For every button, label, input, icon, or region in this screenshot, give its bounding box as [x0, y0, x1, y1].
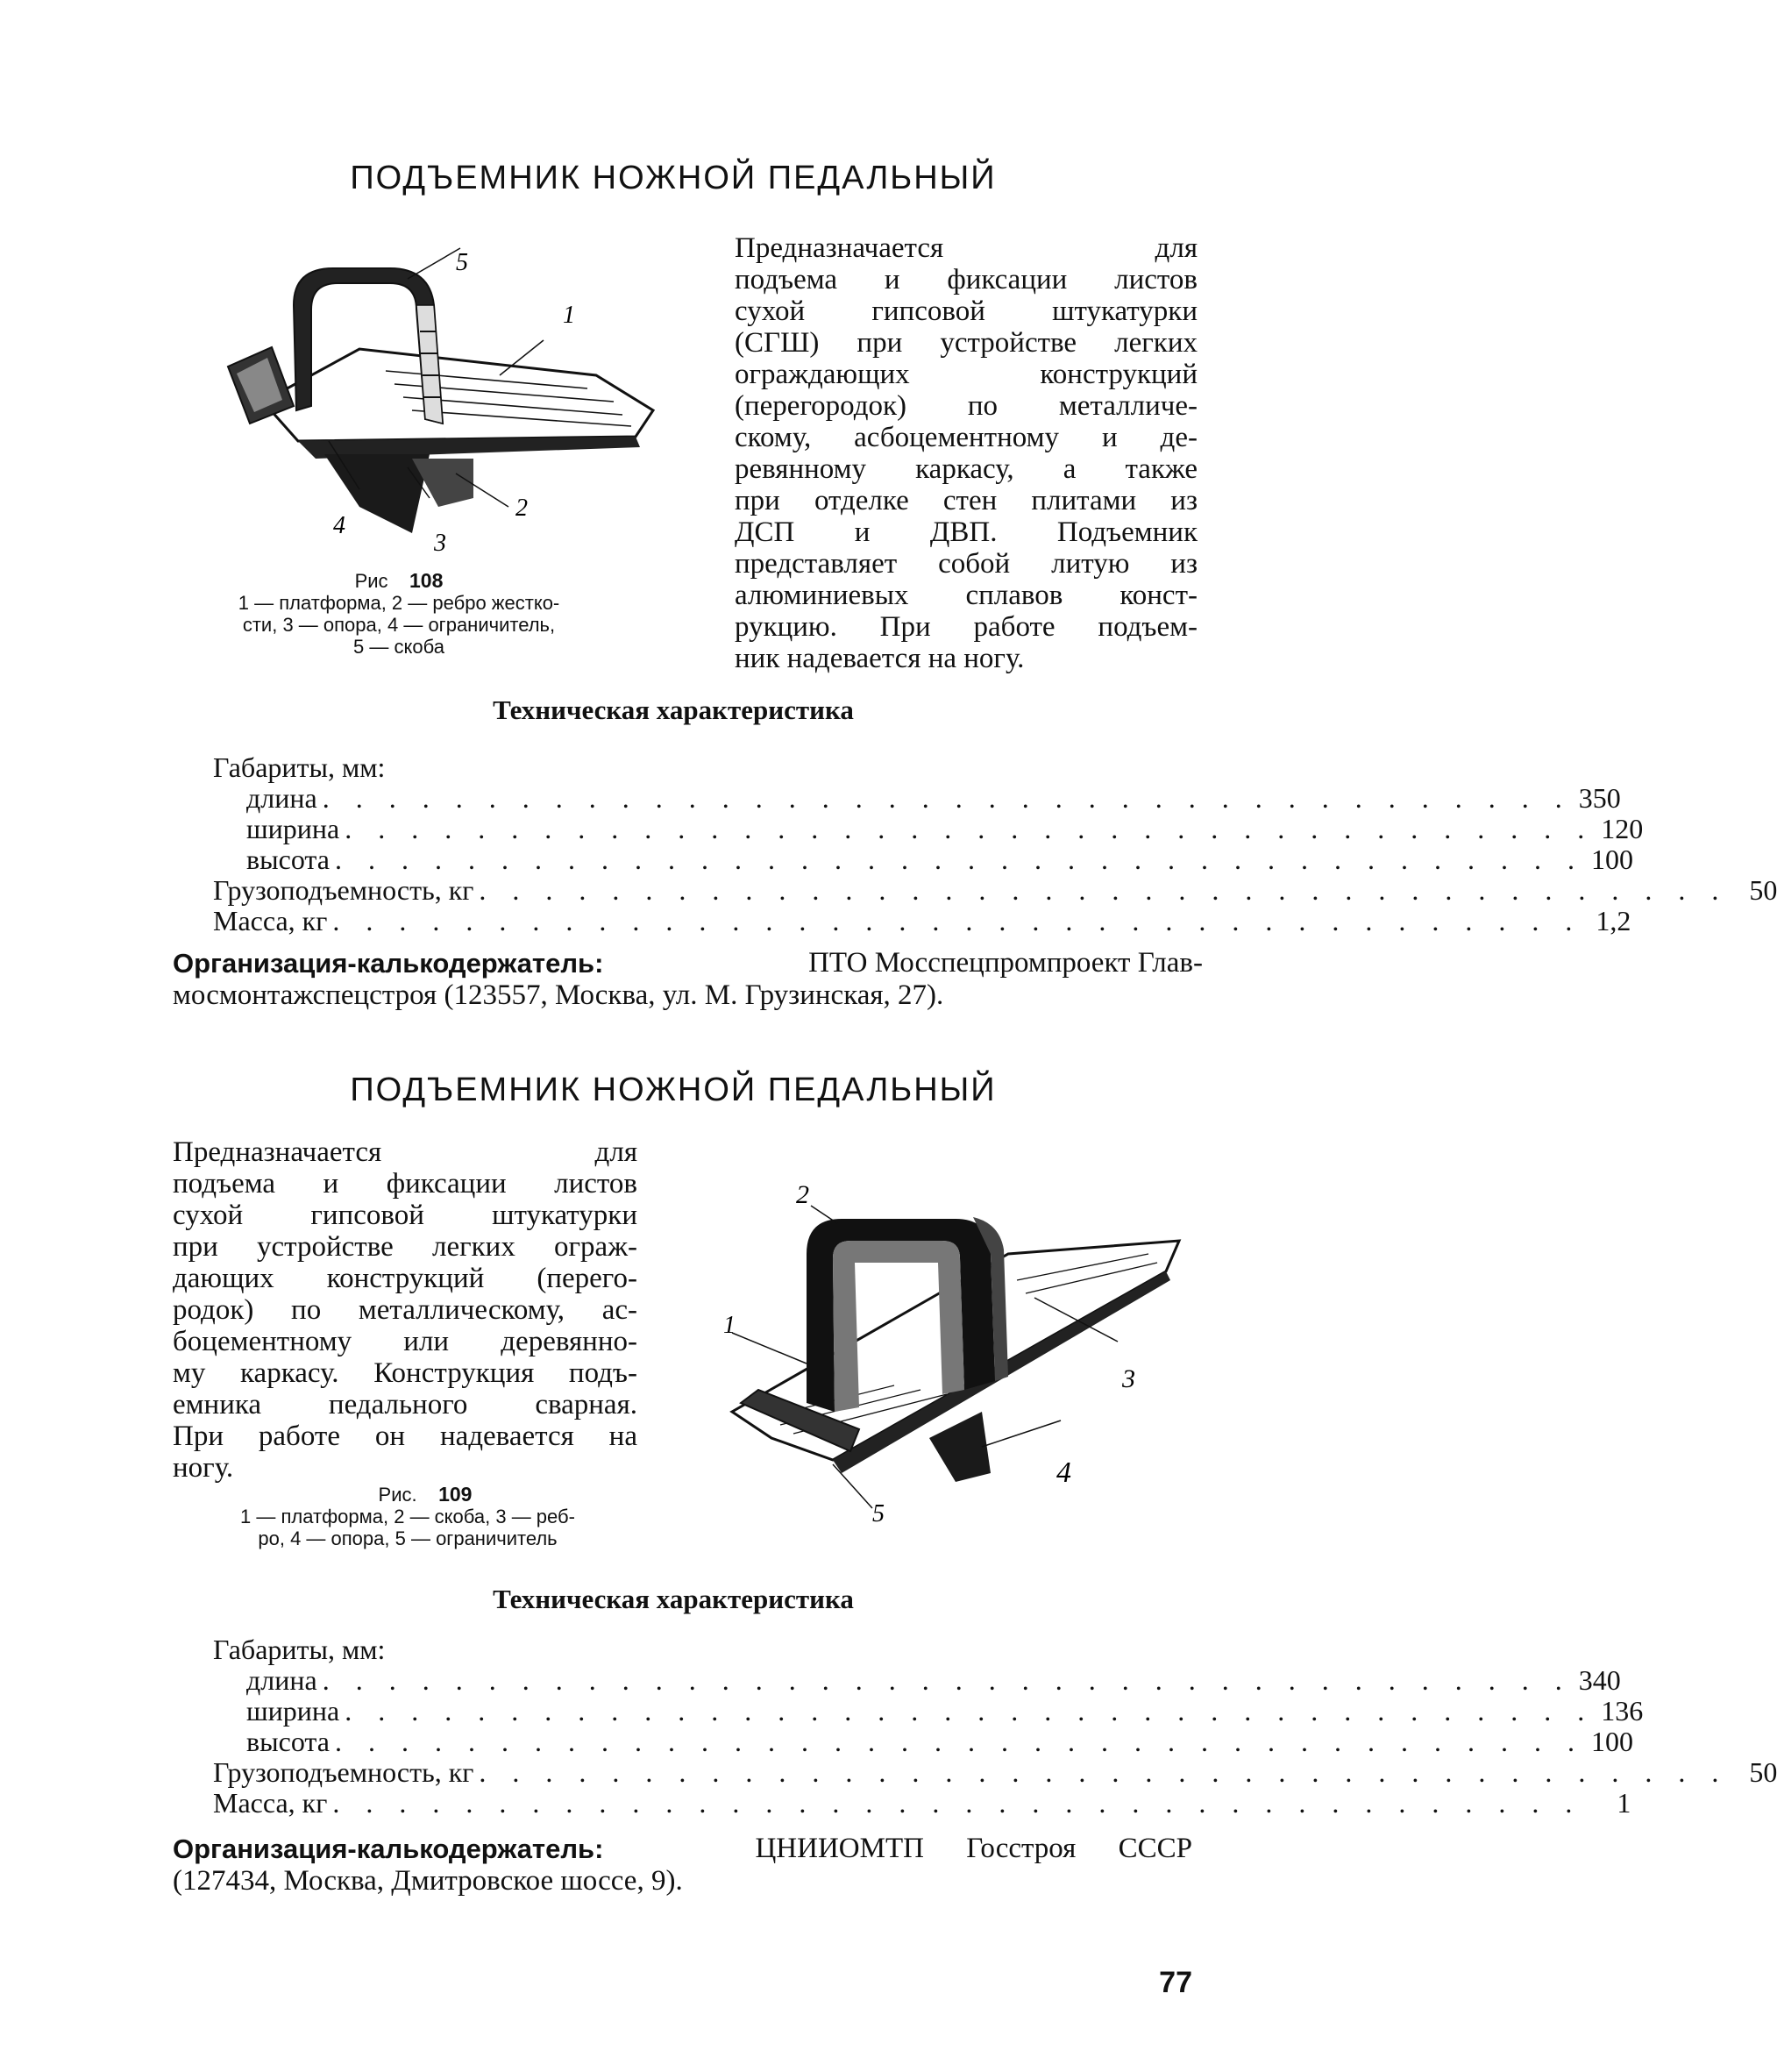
- spec2-dimensions-header: Габариты, мм:: [213, 1634, 386, 1665]
- desc1-line: сухой гипсовой штукатурки: [735, 295, 1198, 327]
- desc1-line: ДСП и ДВП. Подъемник: [735, 516, 1198, 548]
- spec1-row-length: длина . . . . . . . . . . . . . . . . . . . . . . . . . . . . . . . . . . . . . . 350: [246, 782, 1621, 814]
- desc1-line: подъема и фиксации листов: [735, 264, 1198, 295]
- section1-specs: [213, 751, 1777, 936]
- fig109-support: [929, 1412, 991, 1482]
- spec-value: 340: [1578, 1664, 1621, 1696]
- fig108-caption-line: 1 — платформа, 2 — ребро жестко-: [238, 592, 560, 614]
- spec-value: 136: [1601, 1695, 1644, 1727]
- desc1-line: ревянному каркасу, а также: [735, 453, 1198, 485]
- section2-title: ПОДЪЕМНИК НОЖНОЙ ПЕДАЛЬНЫЙ: [350, 1072, 997, 1108]
- desc2-line: сухой гипсовой штукатурки: [173, 1200, 637, 1231]
- spec-label: Грузоподъемность, кг: [213, 1756, 474, 1788]
- spec-value: 50: [1749, 1756, 1777, 1788]
- spec-value: 1: [1617, 1787, 1631, 1819]
- spec-label: длина: [246, 1664, 317, 1696]
- fig108-caption-number: 108: [409, 569, 444, 592]
- fig108-callout-2: 2: [515, 495, 528, 522]
- org2-text-line2: (127434, Москва, Дмитровское шоссе, 9).: [173, 1865, 683, 1897]
- desc1-line: (перегородок) по металличе-: [735, 390, 1198, 422]
- spec-label: высота: [246, 844, 330, 875]
- desc1-line: ограждающих конструкций: [735, 359, 1198, 390]
- spec-label: Масса, кг: [213, 905, 328, 936]
- section1-title: ПОДЪЕМНИК НОЖНОЙ ПЕДАЛЬНЫЙ: [350, 160, 997, 196]
- spec-value: 50: [1749, 874, 1777, 906]
- spec-value: 350: [1578, 782, 1621, 814]
- spec-label: Масса, кг: [213, 1787, 328, 1819]
- spec-label: Грузоподъемность, кг: [213, 874, 474, 906]
- section2-spec-title: Техническая характеристика: [493, 1584, 854, 1614]
- desc2-line: подъема и фиксации листов: [173, 1168, 637, 1200]
- fig108-callout-4: 4: [333, 512, 345, 539]
- desc2-line: ногу.: [173, 1452, 234, 1484]
- desc2-line: боцементному или деревянно-: [173, 1326, 637, 1357]
- spec1-row-capacity: Грузоподъемность, кг . . . . . . . . . . . . . . . . . . . . . . . . . . . . . . . . . . . . . . 50: [213, 874, 1777, 906]
- org2-text-line1: ЦНИИОМТП Госстроя СССР: [755, 1833, 1192, 1864]
- spec1-row-height: высота . . . . . . . . . . . . . . . . . . . . . . . . . . . . . . . . . . . . . . 100: [246, 844, 1633, 875]
- desc2-line: му каркасу. Конструкция подъ-: [173, 1357, 637, 1389]
- fig109-callout-4: 4: [1056, 1456, 1071, 1489]
- spec-value: 100: [1590, 844, 1633, 875]
- fig109-caption-number: 109: [438, 1483, 473, 1506]
- desc1-line: рукцию. При работе подъем-: [735, 611, 1198, 643]
- section1-spec-title: Техническая характеристика: [493, 694, 854, 725]
- spec2-row-length: длина . . . . . . . . . . . . . . . . . . . . . . . . . . . . . . . . . . . . . . 340: [246, 1664, 1621, 1696]
- figure-108: [210, 244, 666, 559]
- spec-value: 1,2: [1596, 905, 1631, 936]
- fig109-caption-prefix: Рис.: [378, 1484, 417, 1506]
- figure-109: [719, 1157, 1192, 1526]
- fig108-caption-line: сти, 3 — опора, 4 — ограничитель,: [242, 614, 556, 636]
- fig109-callout-1: 1: [723, 1312, 736, 1339]
- desc2-line: дающих конструкций (перего-: [173, 1263, 637, 1294]
- desc2-line: При работе он надевается на: [173, 1420, 637, 1452]
- section1-organization: [173, 947, 1203, 1012]
- spec-label: ширина: [246, 813, 340, 844]
- org1-text-line2: мосмонтажспецстроя (123557, Москва, ул. М. Грузинская, 27).: [173, 979, 944, 1011]
- figure-109-caption: [167, 1484, 649, 1549]
- fig108-callout-5: 5: [456, 249, 468, 276]
- fig108-caption-prefix: Рис: [354, 570, 388, 592]
- fig108-callout-3: 3: [434, 530, 446, 557]
- desc2-line: родок) по металлическому, ас-: [173, 1294, 637, 1326]
- section2-description: [173, 1136, 637, 1484]
- fig108-caption-line: 5 — скоба: [353, 636, 444, 658]
- spec1-row-mass: Масса, кг . . . . . . . . . . . . . . . . . . . . . . . . . . . . . . . . . . . . . . 1,2: [213, 905, 1631, 936]
- page-number: 77: [1159, 1966, 1192, 1999]
- fig109-callout-5: 5: [872, 1500, 885, 1527]
- figure-108-caption: [158, 570, 640, 658]
- fig109-callout-3: 3: [1122, 1364, 1135, 1393]
- spec-value: 120: [1601, 813, 1644, 844]
- spec-label: высота: [246, 1726, 330, 1757]
- spec1-dimensions-header: Габариты, мм:: [213, 751, 386, 783]
- desc1-line: представляет собой литую из: [735, 548, 1198, 580]
- spec-label: ширина: [246, 1695, 340, 1727]
- section2-organization: [173, 1833, 1192, 1898]
- fig108-callout-1: 1: [563, 302, 575, 329]
- org1-label: Организация-калькодержатель:: [173, 948, 604, 979]
- desc1-line: ник надевается на ногу.: [735, 643, 1025, 674]
- fig109-callout-2: 2: [796, 1180, 809, 1209]
- spec2-row-mass: Масса, кг . . . . . . . . . . . . . . . . . . . . . . . . . . . . . . . . . . . . . . 1: [213, 1787, 1631, 1819]
- section2-specs: [213, 1634, 1777, 1819]
- desc2-line: Предназначается для: [173, 1136, 637, 1168]
- org2-label: Организация-калькодержатель:: [173, 1833, 604, 1864]
- spec2-row-height: высота . . . . . . . . . . . . . . . . . . . . . . . . . . . . . . . . . . . . . . 100: [246, 1726, 1633, 1757]
- spec-label: длина: [246, 782, 317, 814]
- fig108-platform: [263, 349, 653, 441]
- desc1-line: при отделке стен плитами из: [735, 485, 1198, 516]
- desc1-line: (СГШ) при устройстве легких: [735, 327, 1198, 359]
- fig109-caption-line: 1 — платформа, 2 — скоба, 3 — реб-: [240, 1506, 575, 1527]
- desc1-line: скому, асбоцементному и де-: [735, 422, 1198, 453]
- desc2-line: емника педального сварная.: [173, 1389, 637, 1420]
- section1-description: [735, 232, 1198, 674]
- fig109-caption-line: ро, 4 — опора, 5 — ограничитель: [258, 1527, 558, 1549]
- desc1-line: Предназначается для: [735, 232, 1198, 264]
- desc1-line: алюминиевых сплавов конст-: [735, 580, 1198, 611]
- spec1-row-width: ширина . . . . . . . . . . . . . . . . . . . . . . . . . . . . . . . . . . . . . . 120: [246, 813, 1644, 844]
- spec2-row-width: ширина . . . . . . . . . . . . . . . . . . . . . . . . . . . . . . . . . . . . . . 136: [246, 1695, 1644, 1727]
- spec-value: 100: [1590, 1726, 1633, 1757]
- spec2-row-capacity: Грузоподъемность, кг . . . . . . . . . . . . . . . . . . . . . . . . . . . . . . . . . . . . . . 50: [213, 1756, 1777, 1788]
- org1-text-line1: ПТО Мосспецпромпроект Глав-: [808, 947, 1203, 979]
- desc2-line: при устройстве легких ограж-: [173, 1231, 637, 1263]
